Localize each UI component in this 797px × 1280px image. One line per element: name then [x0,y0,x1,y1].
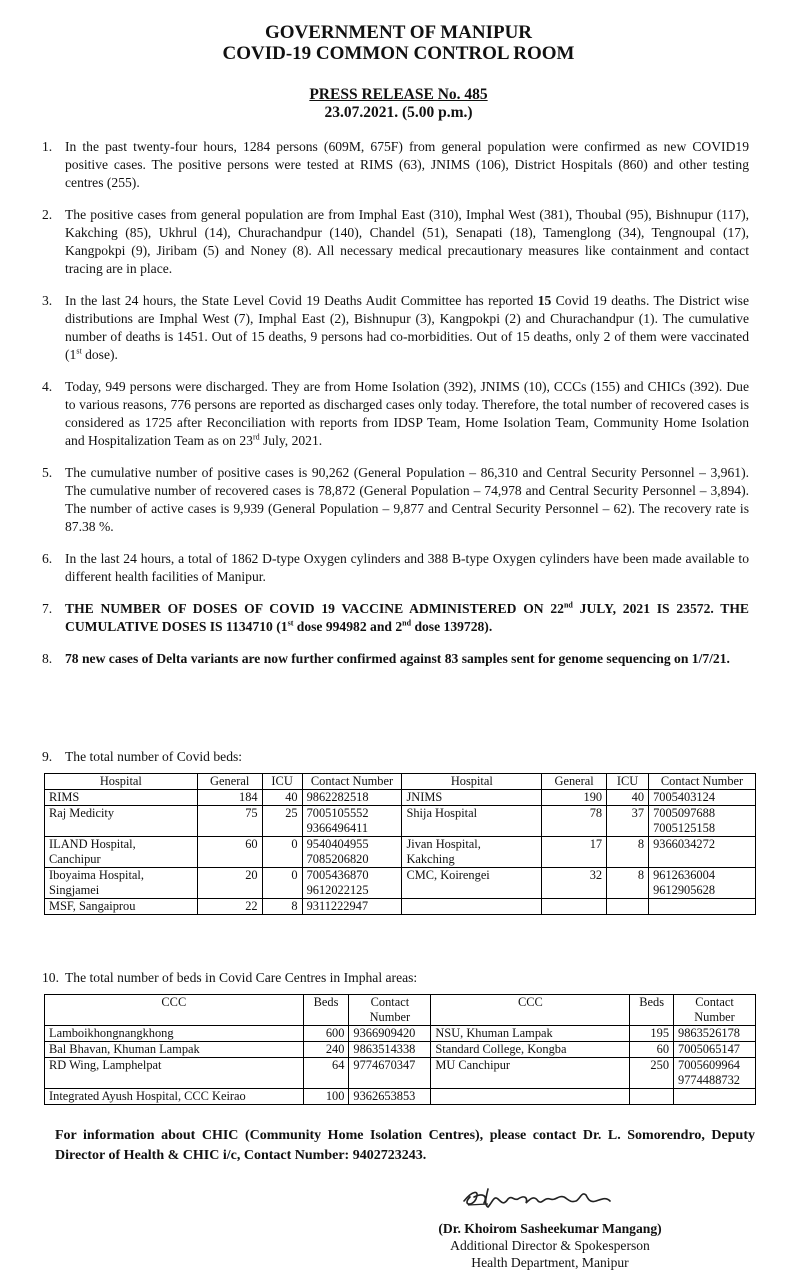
item-number: 8. [42,651,53,666]
table-cell: 60 [197,837,262,868]
header-government: GOVERNMENT OF MANIPUR [264,22,533,43]
table-cell: 7005436870 9612022125 [302,868,402,899]
table-cell: 9366034272 [649,837,756,868]
table-cell: NSU, Khuman Lampak [431,1026,630,1042]
column-header: Contact Number [302,774,402,790]
item-text: In the past twenty-four hours, 1284 persons (609M, 675F) from general population were confirmed as new COVID19 positive cases. The positive persons were tested at RIMS (63), JNIMS (106), District Hospitals (860) and other testing centres (255). [65,139,749,190]
column-header: Contact Number [349,995,431,1026]
superscript: nd [563,600,573,610]
item-text: Today, 949 persons were discharged. They are from Home Isolation (392), JNIMS (10), CCCs (155) and CHICs (392). Due to various reasons, 776 persons are reported as discharged cases only today. Therefore, the total number of recovered cases is considered as 1725 after Reconciliation with reports from IDSP Team, Home Isolation Team, Community Home Isolation and Hospitalization Team as on 23 [65,379,749,448]
table-cell: 9863514338 [349,1042,431,1058]
table-cell: JNIMS [402,790,542,806]
item-number: 2. [42,207,53,222]
item-text: 78 new cases of Delta variants are now further confirmed against 83 samples sent for genome sequencing on 1/7/21. [65,651,730,666]
table-row [45,899,756,915]
table-cell: 9311222947 [302,899,402,915]
covid-beds-body [45,790,756,915]
column-header: ICU [607,774,649,790]
superscript: rd [252,432,260,442]
column-header: Contact Number [649,774,756,790]
item-text: Covid 19 deaths. The District wise distributions are Imphal West (7), Imphal East (2), Bishnupur (3), Kangpokpi (2) and Churachandpur (1). The cumulative number of deaths is 1451. Out of 15 deaths, 9 persons had co-morbidities. Out of 15 deaths, only 2 of them were vaccinated (1 [65,293,749,362]
death-count: 15 [537,293,552,308]
ccc-section-title [0,969,417,987]
beds-section-title [0,748,242,766]
item-number: 10. [42,970,59,985]
table-cell: 40 [607,790,649,806]
press-release-number: PRESS RELEASE No. 485 [309,86,488,103]
table-header-row [45,774,756,790]
table-cell: Standard College, Kongba [431,1042,630,1058]
table-cell: 7005097688 7005125158 [649,806,756,837]
table-cell: 22 [197,899,262,915]
table-cell: Jivan Hospital, Kakching [402,837,542,868]
table-cell: 600 [303,1026,349,1042]
table-cell [649,899,756,915]
press-release-title [0,86,797,104]
item-number: 6. [42,551,53,566]
press-release-date: 23.07.2021. (5.00 p.m.) [324,104,473,121]
column-header: CCC [45,995,304,1026]
release-items [0,138,797,668]
item-text: The total number of beds in Covid Care Centres in Imphal areas: [65,970,418,985]
table-cell: 8 [607,868,649,899]
table-cell: ILAND Hospital, Canchipur [45,837,198,868]
item-text: dose 139728). [411,619,493,634]
table-cell: 60 [630,1042,674,1058]
list-item [0,550,797,586]
column-header: Contact Number [674,995,756,1026]
item-number: 7. [42,601,53,616]
list-item [0,378,797,450]
table-cell: 0 [262,868,302,899]
column-header: General [197,774,262,790]
table-cell: MU Canchipur [431,1058,630,1089]
list-item [0,206,797,278]
item-number: 9. [42,749,53,764]
column-header: ICU [262,774,302,790]
column-header: CCC [431,995,630,1026]
header-control-room: COVID-19 COMMON CONTROL ROOM [222,43,575,64]
table-cell [607,899,649,915]
table-cell: 7005065147 [674,1042,756,1058]
table-cell: Iboyaima Hospital, Singjamei [45,868,198,899]
item-number: 4. [42,379,53,394]
table-cell: 9774670347 [349,1058,431,1089]
table-cell: 0 [262,837,302,868]
table-cell: 100 [303,1089,349,1105]
table-header-row [45,995,756,1026]
table-cell: 8 [607,837,649,868]
item-number: 1. [42,139,53,154]
table-cell: Shija Hospital [402,806,542,837]
table-cell [431,1089,630,1105]
superscript: st [287,618,294,628]
table-cell: 9366909420 [349,1026,431,1042]
item-text: In the last 24 hours, the State Level Covid 19 Deaths Audit Committee has reported [65,293,538,308]
table-cell: 184 [197,790,262,806]
table-cell: MSF, Sangaiprou [45,899,198,915]
table-cell: 190 [542,790,607,806]
table-cell: 9863526178 [674,1026,756,1042]
item-number: 3. [42,293,53,308]
item-text: July, 2021. [259,433,323,448]
table-cell: 37 [607,806,649,837]
table-cell: RIMS [45,790,198,806]
table-row [45,1026,756,1042]
list-item [0,292,797,364]
column-header: Beds [303,995,349,1026]
table-row [45,806,756,837]
table-cell: 25 [262,806,302,837]
list-item [0,138,797,192]
table-cell: 40 [262,790,302,806]
superscript: st [76,346,82,356]
column-header: Beds [630,995,674,1026]
table-row [45,1089,756,1105]
table-cell: Lamboikhongnangkhong [45,1026,304,1042]
table-cell: 17 [542,837,607,868]
table-cell: 9862282518 [302,790,402,806]
list-item [0,650,797,668]
ccc-beds-table [44,994,756,1105]
covid-beds-table [44,773,756,915]
item-text: The cumulative number of positive cases is 90,262 (General Population – 86,310 and Central Security Personnel – 3,961). The cumulative number of recovered cases is 78,872 (General Population – 74,978 and Central Security Personnel – 3,894). The number of active cases is 9,939 (General Population – 9,877 and Central Security Personnel – 62). The recovery rate is 87.38 %. [65,465,749,534]
table-cell: Bal Bhavan, Khuman Lampak [45,1042,304,1058]
table-cell [674,1089,756,1105]
table-cell: 8 [262,899,302,915]
table-cell: 32 [542,868,607,899]
list-item [0,464,797,536]
table-cell: CMC, Koirengei [402,868,542,899]
chic-info: For information about CHIC (Community Home Isolation Centres), please contact Dr. L. Somorendro, Deputy Director of Health & CHIC i/c, Contact Number: 9402723243. [55,1128,755,1163]
signatory-name: (Dr. Khoirom Sasheekumar Mangang) [438,1221,662,1236]
signature-icon [458,1183,628,1213]
table-cell: 9362653853 [349,1089,431,1105]
table-cell: 78 [542,806,607,837]
ccc-beds-body [45,1026,756,1105]
table-row [45,1042,756,1058]
item-text: dose 994982 and 2 [293,619,403,634]
table-cell: Integrated Ayush Hospital, CCC Keirao [45,1089,304,1105]
item-text: In the last 24 hours, a total of 1862 D-type Oxygen cylinders and 388 B-type Oxygen cylinders have been made available to different health facilities of Manipur. [65,551,749,584]
table-cell: RD Wing, Lamphelpat [45,1058,304,1089]
item-text: The total number of Covid beds: [65,749,243,764]
item-text: The positive cases from general population are from Imphal East (310), Imphal West (381), Thoubal (95), Bishnupur (117), Kakching (85), Ukhrul (14), Churachandpur (140), Chandel (51), Senapati (18), Tamenglong (34), Tengnoupal (17), Kangpokpi (9), Jiribam (5) and Noney (8). All necessary medical precautionary measures like containment and contact tracing are in place. [65,207,749,276]
table-cell [542,899,607,915]
table-row [45,837,756,868]
table-cell: 9540404955 7085206820 [302,837,402,868]
table-cell: 9612636004 9612905628 [649,868,756,899]
table-cell: 240 [303,1042,349,1058]
column-header: Hospital [45,774,198,790]
table-cell: 195 [630,1026,674,1042]
superscript: nd [402,618,412,628]
table-cell: 250 [630,1058,674,1089]
signatory-department: Health Department, Manipur [471,1255,629,1270]
column-header: General [542,774,607,790]
table-cell: 7005609964 9774488732 [674,1058,756,1089]
table-cell: 75 [197,806,262,837]
table-row [45,1058,756,1089]
table-cell: 20 [197,868,262,899]
table-row [45,868,756,899]
item-text: JULY, 2021 IS 23572. THE CUMULATIVE DOSES IS 1134710 (1 [65,601,749,634]
table-row [45,790,756,806]
table-cell: 7005105552 9366496411 [302,806,402,837]
item-text: dose). [81,347,118,362]
table-cell: 64 [303,1058,349,1089]
list-item [0,600,797,636]
table-cell [630,1089,674,1105]
table-cell [402,899,542,915]
column-header: Hospital [402,774,542,790]
signature-block [420,1183,680,1271]
table-cell: 7005403124 [649,790,756,806]
signatory-title: Additional Director & Spokesperson [450,1238,650,1253]
table-cell: Raj Medicity [45,806,198,837]
item-number: 5. [42,465,53,480]
item-text: THE NUMBER OF DOSES OF COVID 19 VACCINE ADMINISTERED ON 22 [65,601,564,616]
